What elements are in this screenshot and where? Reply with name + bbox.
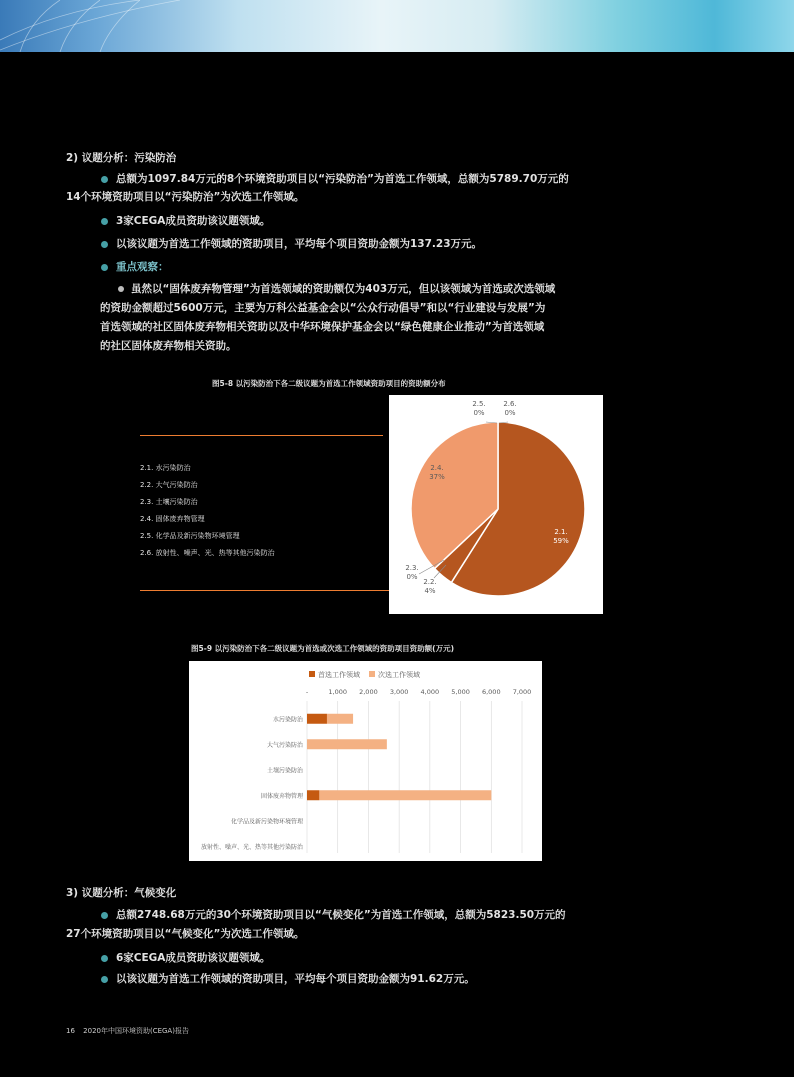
paragraph-line: 虽然以“固体废弃物管理”为首选领域的资助额仅为403万元，但以该领域为首选或次选领域 — [131, 283, 556, 295]
legend-swatch-primary — [309, 671, 315, 677]
legend-item: 2.5. 化学品及新污染物环境管理 — [140, 532, 240, 540]
bar-segment — [319, 790, 491, 800]
legend-primary-label: 首选工作领域 — [318, 671, 360, 679]
legend-item: 2.1. 水污染防治 — [140, 464, 191, 472]
pie-label: 2.1. — [554, 528, 568, 536]
pie-chart — [389, 395, 603, 614]
bar-segment — [307, 790, 319, 800]
bullet-dot — [101, 241, 108, 248]
pie-pct-label: 4% — [424, 587, 436, 595]
pie-label: 2.3. — [405, 564, 419, 572]
legend-item: 2.3. 土壤污染防治 — [140, 498, 198, 506]
paragraph-line: 6家CEGA成员资助该议题领域。 — [116, 952, 271, 964]
category-label: 固体废弃物管理 — [260, 792, 303, 800]
x-tick-label: 7,000 — [512, 688, 532, 696]
footer-text: 2020年中国环境资助(CEGA)报告 — [83, 1027, 189, 1035]
category-label: 大气污染防治 — [266, 741, 303, 749]
category-label: 化学品及新污染物环境管理 — [230, 818, 303, 826]
legend-item: 2.2. 大气污染防治 — [140, 481, 198, 489]
legend-bottom-rule — [140, 590, 410, 591]
paragraph-line: 27个环境资助项目以“气候变化”为次选工作领域。 — [66, 928, 305, 940]
bullet-dot — [101, 976, 108, 983]
bullet-dot — [101, 912, 108, 919]
x-tick-label: - — [305, 688, 309, 696]
x-tick-label: 3,000 — [389, 688, 409, 696]
bar-chart — [189, 661, 542, 861]
bar-segment — [327, 714, 353, 724]
category-label: 水污染防治 — [272, 716, 303, 724]
pie-label: 2.4. — [430, 464, 444, 472]
paragraph-line: 首选领域的社区固体废弃物相关资助以及中华环境保护基金会以“绿色健康企业推动”为首选领域 — [100, 321, 545, 333]
section-heading-climate: 3) 议题分析：气候变化 — [66, 887, 177, 899]
paragraph-line: 以该议题为首选工作领域的资助项目，平均每个项目资助金额为91.62万元。 — [116, 973, 475, 985]
pie-pct-label: 0% — [504, 409, 516, 417]
page-footer — [66, 1026, 189, 1036]
figure-title: 图5-9 以污染防治下各二级议题为首选或次选工作领域的资助项目资助额(万元) — [191, 644, 455, 653]
key-observation-label: 重点观察： — [116, 261, 169, 273]
paragraph-line: 的资助金额超过5600万元，主要为万科公益基金会以“公众行动倡导”和以“行业建设与发展”为 — [100, 302, 546, 314]
globe-grid-decoration — [0, 0, 794, 52]
legend-top-rule — [140, 435, 383, 436]
pie-chart-panel — [389, 395, 603, 614]
pie-label: 2.5. — [472, 400, 486, 408]
paragraph-line: 总额为1097.84万元的8个环境资助项目以“污染防治”为首选工作领域，总额为5789.70万元的 — [116, 173, 569, 185]
paragraph-line: 以该议题为首选工作领域的资助项目，平均每个项目资助金额为137.23万元。 — [116, 238, 483, 250]
pie-label: 2.2. — [423, 578, 437, 586]
legend-item: 2.4. 固体废弃物管理 — [140, 515, 205, 523]
bar-segment — [307, 739, 387, 749]
sub-bullet-dot — [118, 286, 124, 292]
legend-secondary-label: 次选工作领域 — [378, 671, 420, 679]
bullet-dot — [101, 264, 108, 271]
pie-label: 2.6. — [503, 400, 517, 408]
header-banner — [0, 0, 794, 52]
pie-pct-label: 0% — [473, 409, 485, 417]
category-label: 放射性、噪声、光、热等其他污染防治 — [200, 843, 303, 851]
pie-pct-label: 59% — [553, 537, 569, 545]
figure-title: 图5-8 以污染防治下各二级议题为首选工作领域资助项目的资助额分布 — [212, 379, 446, 388]
x-tick-label: 4,000 — [420, 688, 440, 696]
x-tick-label: 1,000 — [328, 688, 348, 696]
x-tick-label: 2,000 — [359, 688, 378, 696]
bar-segment — [307, 714, 327, 724]
pie-pct-label: 37% — [429, 473, 445, 481]
pie-pct-label: 0% — [406, 573, 418, 581]
category-label: 土壤污染防治 — [266, 767, 303, 775]
bullet-dot — [101, 955, 108, 962]
paragraph-line: 3家CEGA成员资助该议题领域。 — [116, 215, 271, 227]
x-tick-label: 6,000 — [481, 688, 501, 696]
paragraph-line: 总额2748.68万元的30个环境资助项目以“气候变化”为首选工作领域，总额为5823.50万元的 — [116, 909, 566, 921]
bullet-dot — [101, 218, 108, 225]
paragraph-line: 14个环境资助项目以“污染防治”为次选工作领域。 — [66, 191, 305, 203]
x-tick-label: 5,000 — [451, 688, 470, 696]
bullet-dot — [101, 176, 108, 183]
legend-swatch-secondary — [369, 671, 375, 677]
page-number: 16 — [66, 1027, 75, 1035]
bar-chart-panel — [189, 661, 542, 861]
section-heading-pollution: 2) 议题分析：污染防治 — [66, 152, 177, 164]
paragraph-line: 的社区固体废弃物相关资助。 — [100, 340, 237, 352]
legend-item: 2.6. 放射性、噪声、光、热等其他污染防治 — [140, 549, 275, 557]
